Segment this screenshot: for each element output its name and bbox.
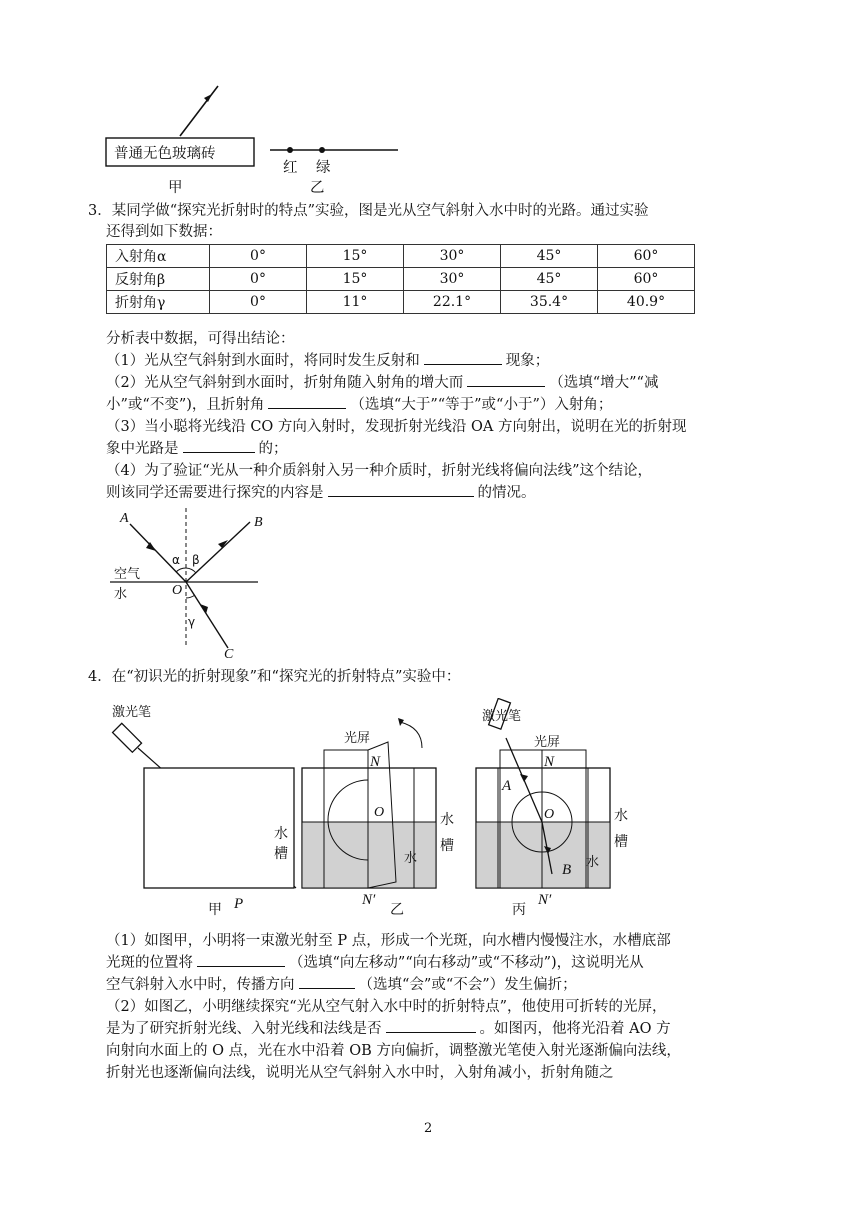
table-cell: 15° [307,268,404,291]
q3-data-table [106,244,695,314]
table-cell: 0° [210,245,307,268]
label-B-bing: B [562,862,572,878]
q3-part2-line1: （2）光从空气斜射到水面时，折射角随入射角的增大而 （选填“增大”“减 [106,372,658,394]
q4-part2-line2: 是为了研究折射光线、入射光线和法线是否 。如图丙，他将光沿着 AO 方 [106,1018,671,1040]
label-water: 水 [114,587,128,602]
label-yi-fig: 乙 [390,902,404,918]
answer-blank[interactable] [197,952,285,967]
table-cell: 30° [404,245,501,268]
label-water-yi: 水 [404,851,418,866]
label-N-yi: N [370,754,381,770]
label-jia-fig: 甲 [208,902,222,918]
q3-part2-line2: 小”或“不变”)，且折射角 （选填“大于”“等于”或“小于”）入射角； [106,394,612,416]
table-cell: 60° [598,245,695,268]
table-row [107,245,695,268]
label-yi: 乙 [310,180,325,196]
q4-part2-line4: 折射光也逐渐偏向法线，说明光从空气斜射入水中时，入射角减小，折射角随之 [106,1065,614,1081]
label-air: 空气 [114,567,141,582]
label-P: P [234,896,244,912]
label-N2-yi: N′ [362,892,376,908]
row-label: 入射角α [107,245,210,268]
table-cell: 30° [404,268,501,291]
table-cell: 15° [307,245,404,268]
q4-part2-line1: （2）如图乙，小明继续探究“光从空气射入水中时的折射特点”，他使用可折转的光屏， [106,999,667,1015]
q3-part4-line2: 则该同学还需要进行探究的内容是 的情况。 [106,482,536,504]
label-laser-bing: 激光笔 [482,709,522,724]
q4-part1-line2: 光斑的位置将 （选填“向左移动”“向右移动”或“不移动”)，这说明光从 [106,952,644,974]
q3-part3-line2: 象中光路是 的； [106,438,288,460]
label-alpha: α [172,553,180,567]
label-O-yi: O [374,805,385,820]
label-tank-bing-2: 槽 [614,834,628,850]
q4-part1-line1: （1）如图甲，小明将一束激光射至 P 点，形成一个光斑，向水槽内慢慢注水，水槽底部 [106,933,671,949]
glass-brick-label: 普通无色玻璃砖 [114,146,216,162]
label-tank-bing-1: 水 [614,808,628,824]
figure-jia [112,704,296,918]
table-cell: 45° [501,268,598,291]
label-laser-jia: 激光笔 [112,705,152,720]
q3-stem-line1: 3．某同学做“探究光折射时的特点”实验，图是光从空气斜射入水中时的光路。通过实验 [88,203,649,219]
label-jia: 甲 [168,180,183,196]
label-O: O [172,583,183,598]
label-gamma: γ [188,615,196,629]
answer-blank[interactable] [268,394,346,409]
label-O-bing: O [544,807,555,822]
table-cell: 45° [501,245,598,268]
table-cell: 0° [210,268,307,291]
label-A-bing: A [502,778,512,794]
q4-part2-line3: 向射向水面上的 O 点，光在水中沿着 OB 方向偏折，调整激光笔使入射光逐渐偏向法线， [106,1043,681,1059]
q3-refraction-figure [106,506,266,658]
table-row [107,268,695,291]
q3-part4-line1: （4）为了验证“光从一种介质斜射入另一种介质时，折射光线将偏向法线”这个结论， [106,463,653,479]
answer-blank[interactable] [299,974,355,989]
label-water-bing: 水 [586,855,600,870]
label-red: 红 [283,160,298,176]
q3-stem-line2: 还得到如下数据： [106,224,222,240]
label-green: 绿 [316,160,331,176]
label-N2-bing: N′ [538,892,552,908]
label-tank-yi-1: 水 [440,812,454,828]
answer-blank[interactable] [386,1018,476,1033]
label-bing-fig: 丙 [512,902,526,918]
top-figure [100,80,420,198]
answer-blank[interactable] [328,482,474,497]
table-row [107,291,695,314]
table-cell: 22.1° [404,291,501,314]
label-screen-yi: 光屏 [344,731,371,746]
q4-stem: 4．在“初识光的折射现象”和“探究光的折射特点”实验中： [88,669,461,685]
label-tank-yi-2: 槽 [440,838,454,854]
label-tank-jia-2: 槽 [274,846,288,862]
row-label: 反射角β [107,268,210,291]
answer-blank[interactable] [424,350,502,365]
table-cell: 35.4° [501,291,598,314]
q3-analysis: 分析表中数据，可得出结论： [106,331,295,347]
figure-yi [302,718,454,918]
table-cell: 0° [210,291,307,314]
answer-blank[interactable] [183,438,255,453]
q3-part1: （1）光从空气斜射到水面时，将同时发生反射和 现象； [106,350,549,372]
answer-blank[interactable] [467,372,545,387]
label-tank-jia-1: 水 [274,826,288,842]
table-cell: 11° [307,291,404,314]
q4-figure [104,698,644,928]
page-number: 2 [424,1121,433,1136]
label-A: A [120,511,129,526]
label-C: C [224,647,234,658]
label-N-bing: N [544,754,555,770]
table-cell: 40.9° [598,291,695,314]
label-beta: β [192,553,200,567]
label-screen-bing: 光屏 [534,735,561,750]
q3-part3-line1: （3）当小聪将光线沿 CO 方向入射时，发现折射光线沿 OA 方向射出，说明在光的折射现 [106,419,687,435]
row-label: 折射角γ [107,291,210,314]
figure-bing [476,698,628,918]
label-B: B [254,515,263,530]
table-cell: 60° [598,268,695,291]
q4-part1-line3: 空气斜射入水中时，传播方向 （选填“会”或“不会”）发生偏折； [106,974,577,996]
